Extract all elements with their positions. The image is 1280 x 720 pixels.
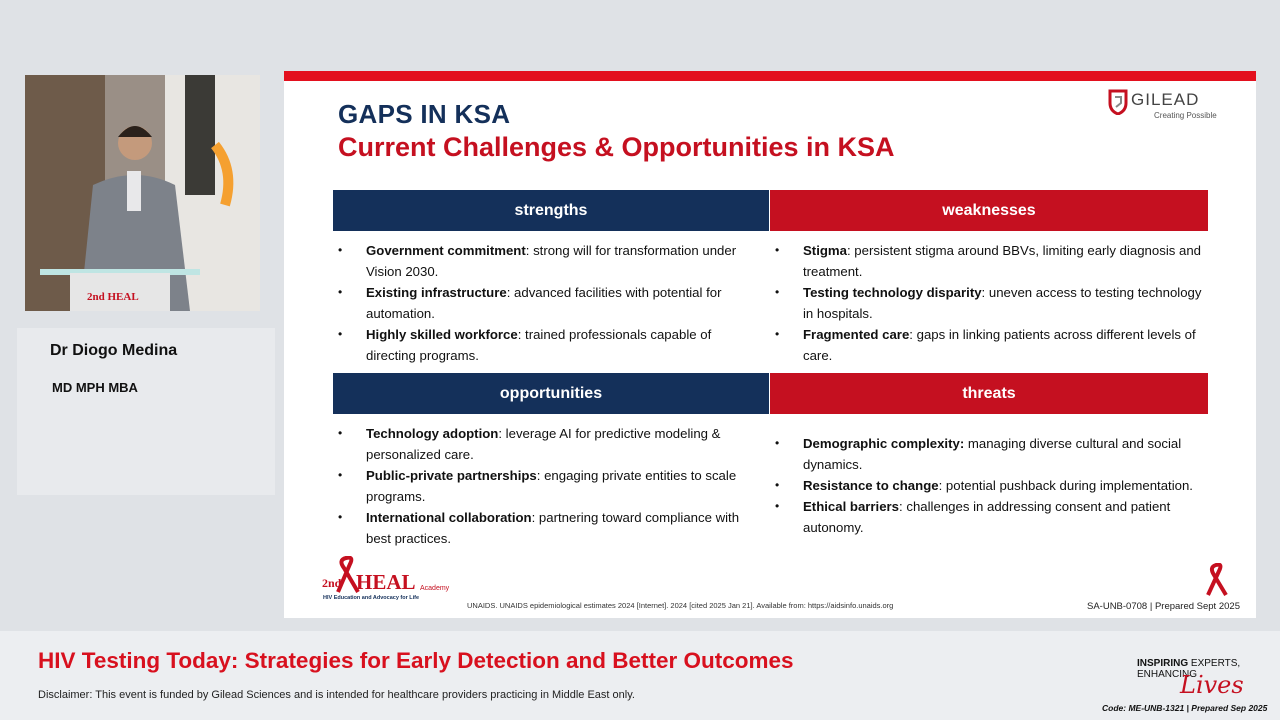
bullet-icon: • [775,499,780,513]
speaker-credentials: MD MPH MBA [52,380,138,395]
bullet-icon: • [338,327,343,341]
awareness-ribbon-icon [1202,563,1232,597]
strengths-item-heading: Government commitment [366,243,526,258]
event-title: HIV Testing Today: Strategies for Early Detection and Better Outcomes [38,648,794,673]
disclaimer-text: Disclaimer: This event is funded by Gilead Sciences and is intended for healthcare providers practicing in Middle East only. [38,689,635,701]
strengths-item-text: : strong will for transformation under Vision 2030. [366,243,737,279]
tagline-inspiring: INSPIRING [1137,658,1189,669]
bullet-icon: • [775,478,780,492]
strengths-item-heading: Existing infrastructure [366,285,507,300]
threats-item-text: : challenges in addressing consent and patient autonomy. [803,499,1171,535]
weaknesses-item-heading: Fragmented care [803,327,910,342]
opportunities-item-heading: International collaboration [366,510,532,525]
opportunities-item-text: : leverage AI for predictive modeling & personalized care. [366,426,721,462]
opportunities-list-item [333,507,761,549]
bullet-icon: • [775,436,780,450]
weaknesses-header: weaknesses [770,190,1208,231]
strengths-item-heading: Highly skilled workforce [366,327,518,342]
speaker-name: Dr Diogo Medina [50,342,178,359]
opportunities-item-text: : partnering toward compliance with best practices. [366,510,740,546]
threats-item-text: managing diverse cultural and social dynamics. [803,436,1182,472]
threats-item-heading: Ethical barriers [803,499,900,514]
strengths-list-item [333,240,761,282]
weaknesses-item-text: : gaps in linking patients across different levels of care. [803,327,1196,363]
tagline-enhancing: ENHANCING [1137,669,1198,680]
heal-academy-logo [320,556,470,606]
bullet-icon: • [775,327,780,341]
weaknesses-list-item [770,282,1202,324]
threats-list-item [770,433,1202,475]
speaker-video [25,75,260,311]
strengths-item-text: : trained professionals capable of directing programs. [366,327,712,363]
strengths-list-item [333,324,761,366]
speaker-info-panel [17,328,275,495]
tagline-lives-script: Lives [1180,671,1244,699]
threats-list-item [770,496,1202,538]
weaknesses-list-item [770,240,1202,282]
bullet-icon: • [338,468,343,482]
event-code: Code: ME-UNB-1321 | Prepared Sep 2025 [1102,703,1268,713]
threats-item-text: : potential pushback during implementation. [938,478,1193,493]
speaker-video-frame [25,75,260,311]
svg-text:2nd HEAL: 2nd HEAL [87,291,139,303]
bullet-icon: • [338,426,343,440]
threats-list-item [770,475,1202,496]
bottom-banner [0,631,1280,720]
opportunities-list-item [333,423,761,465]
weaknesses-list-item [770,324,1202,366]
bullet-icon: • [338,243,343,257]
slide-code: SA-UNB-0708 | Prepared Sept 2025 [1087,601,1240,612]
opportunities-item-text: : engaging private entities to scale programs. [366,468,737,504]
weaknesses-item-heading: Stigma [803,243,847,258]
gilead-mark-icon [1107,89,1129,115]
weaknesses-item-heading: Testing technology disparity [803,285,982,300]
opportunities-list [333,423,761,549]
weaknesses-list [770,240,1202,366]
presentation-slide [284,71,1256,618]
gilead-logo [1107,89,1227,123]
threats-header: threats [770,373,1208,414]
strengths-item-text: : advanced facilities with potential for automation. [366,285,722,321]
gilead-logo-text: GILEAD [1131,90,1200,109]
threats-list [770,433,1202,538]
heal-logo-word: HEAL [356,570,416,594]
heal-logo-prefix: 2nd [322,576,342,590]
strengths-header: strengths [333,190,769,231]
tagline-experts: EXPERTS, [1188,658,1241,669]
slide-subtitle: Current Challenges & Opportunities in KSA [338,132,895,162]
bullet-icon: • [338,510,343,524]
opportunities-item-heading: Public-private partnerships [366,468,537,483]
weaknesses-item-text: : persistent stigma around BBVs, limiting early diagnosis and treatment. [803,243,1202,279]
bullet-icon: • [338,285,343,299]
opportunities-header: opportunities [333,373,769,414]
weaknesses-item-text: : uneven access to testing technology in hospitals. [803,285,1202,321]
threats-item-heading: Demographic complexity: [803,436,965,451]
strengths-list [333,240,761,366]
slide-title: GAPS IN KSA [338,99,511,129]
opportunities-item-heading: Technology adoption [366,426,499,441]
bullet-icon: • [775,243,780,257]
slide-top-bar [284,71,1256,81]
heal-logo-tagline: HIV Education and Advocacy for Life [323,595,420,601]
gilead-logo-tagline: Creating Possible [1154,111,1217,120]
slide-reference: UNAIDS. UNAIDS epidemiological estimates 2024 [Internet]. 2024 [cited 2025 Jan 21]. Available from: https://aidsinfo.unaids.org [467,601,894,610]
bullet-icon: • [775,285,780,299]
threats-item-heading: Resistance to change [803,478,939,493]
strengths-list-item [333,282,761,324]
heal-logo-suffix: Academy [420,585,450,592]
opportunities-list-item [333,465,761,507]
